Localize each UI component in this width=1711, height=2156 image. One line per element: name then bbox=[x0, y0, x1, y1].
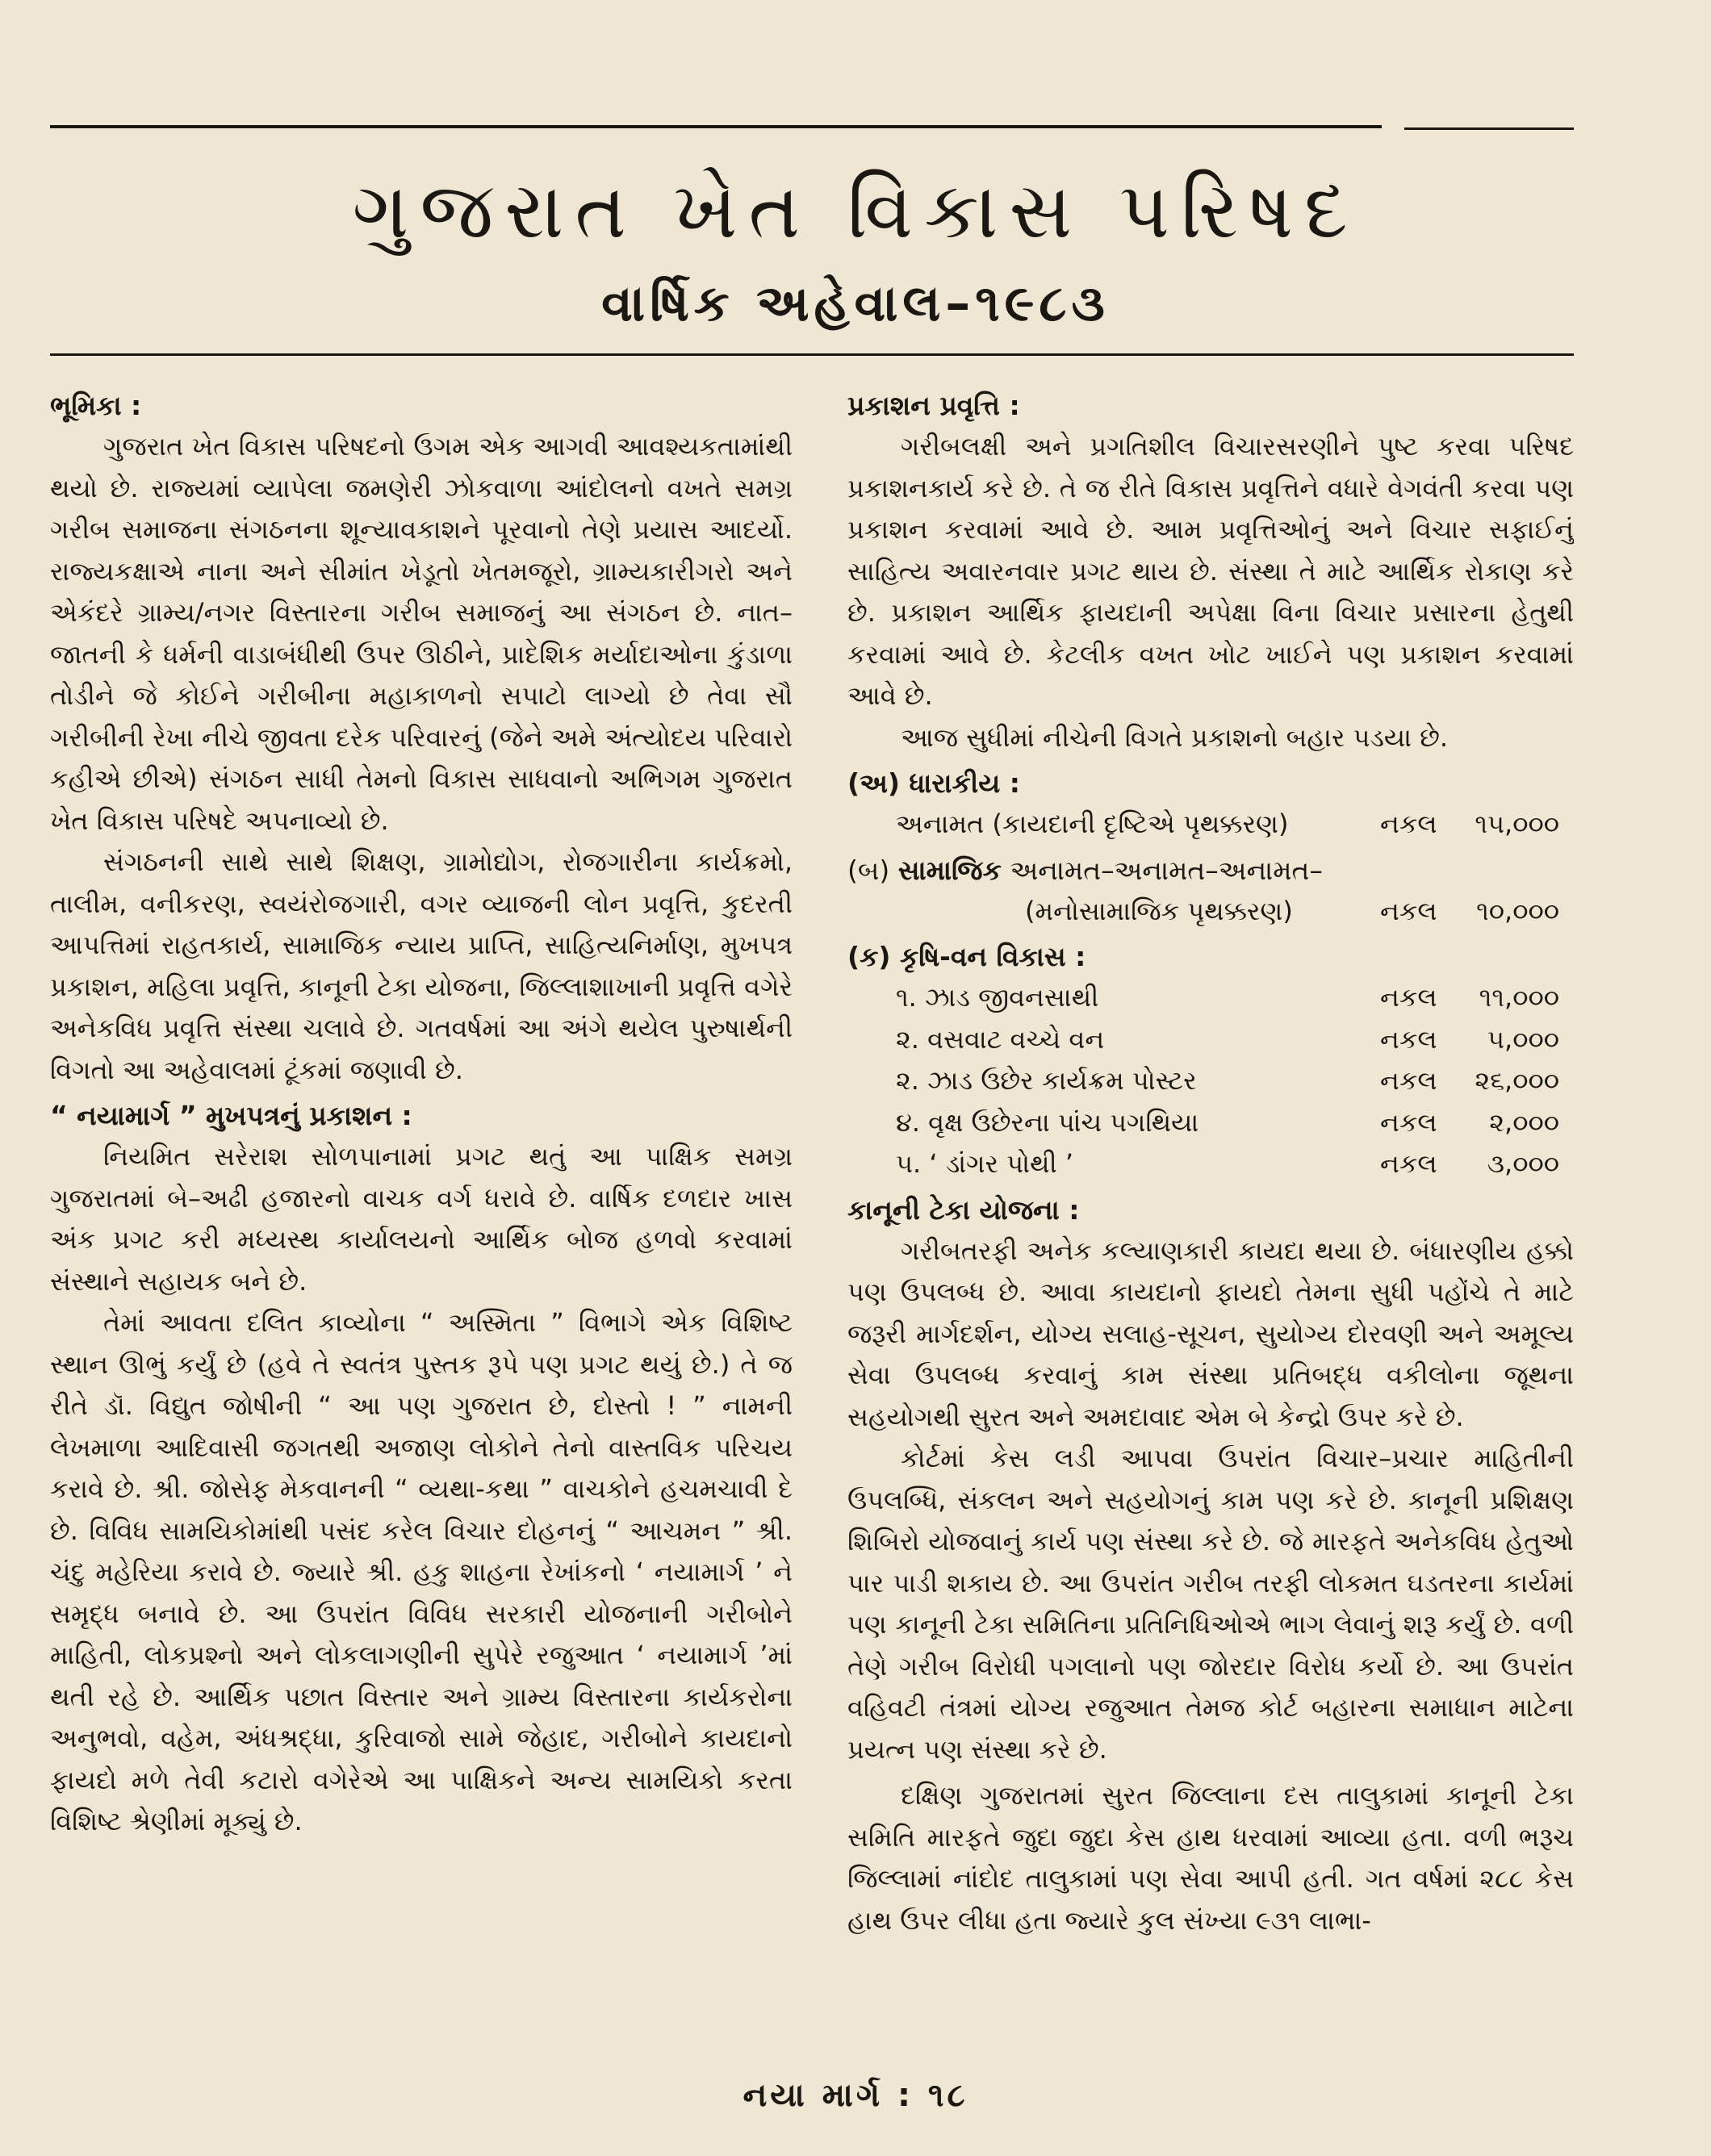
legal-paragraph: કોર્ટમાં કેસ લડી આપવા ઉપરાંત વિચાર–પ્રચાર માહિતીની ઉપલબ્ધિ, સંકલન અને સહયોગનું કામ પણ કરે છે. કાનૂની પ્રશિક્ષણ શિબિરો યોજવાનું કાર્ય પણ સંસ્થા કરે છે. જે મારફતે અનેકવિધ હેતુઓ પાર પાડી શકાય છે. આ ઉપરાંત ગરીબ તરફી લોકમત ઘડતરના કાર્યમાં પણ કાનૂની ટેકા સમિતિના પ્રતિનિધિઓએ ભાગ લેવાનું શરૂ કર્યું છે. વળી તેણે ગરીબ વિરોધી પગલાનો પણ જોરદાર વિરોધ કર્યો છે. આ ઉપરાંત વહિવટી તંત્રમાં યોગ્ય રજુઆત તેમજ કોર્ટ બહારના સમાધાન માટેના પ્રયત્ન પણ સંસ્થા કરે છે. bbox=[847, 1443, 1574, 1765]
left-column bbox=[50, 386, 793, 1843]
item-count-label: નકલ bbox=[1380, 808, 1437, 839]
item-label: ૧. ઝાડ જીવનસાથી bbox=[896, 982, 1099, 1013]
item-quantity: ૫,૦૦૦ bbox=[1487, 1023, 1559, 1055]
right-column bbox=[847, 386, 1574, 1941]
intro-paragraph: ગુજરાત ખેત વિકાસ પરિષદનો ઉગમ એક આગવી આવશ્યકતામાંથી થયો છે. રાજ્યમાં વ્યાપેલા જમણેરી ઝોકવાળા આંદોલનો વખતે સમગ્ર ગરીબ સમાજના સંગઠનના શૂન્યાવકાશને પૂરવાનો તેણે પ્રયાસ આદર્યો. રાજ્યકક્ષાએ નાના અને સીમાંત ખેડૂતો ખેતમજૂરો, ગ્રામ્યકારીગરો અને એકંદરે ગ્રામ્ય/નગર વિસ્તારના ગરીબ સમાજનું આ સંગઠન છે. નાત–જાતની કે ધર્મની વાડાબંધીથી ઉપર ઊઠીને, પ્રાદેશિક મર્યાદાઓના કુંડાળા તોડીને જે કોઈને ગરીબીના મહાકાળનો સપાટો લાગ્યો છે તેવા સૌ ગરીબીની રેખા નીચે જીવતા દરેક પરિવારનું (જેને અમે અંત્યોદય પરિવારો કહીએ છીએ) સંગઠન સાધી તેમનો વિકાસ સાધવાનો અભિગમ ગુજરાત ખેત વિકાસ પરિષદે અપનાવ્યો છે. bbox=[50, 431, 793, 836]
intro-paragraph: સંગઠનની સાથે સાથે શિક્ષણ, ગ્રામોદ્યોગ, રોજગારીના કાર્યક્રમો, તાલીમ, વનીકરણ, સ્વયંરોજગારી, વગર વ્યાજની લોન પ્રવૃત્તિ, કુદરતી આપત્તિમાં રાહતકાર્ય, સામાજિક ન્યાય પ્રાપ્તિ, સાહિત્યનિર્માણ, મુખપત્ર પ્રકાશન, મહિલા પ્રવૃત્તિ, કાનૂની ટેકા યોજના, જિલ્લાશાખાની પ્રવૃત્તિ વગેરે અનેકવિધ પ્રવૃત્તિ સંસ્થા ચલાવે છે. ગતવર્ષમાં આ અંગે થયેલ પુરુષાર્થની વિગતો આ અહેવાલમાં ટૂંકમાં જણાવી છે. bbox=[50, 846, 793, 1085]
item-label: ૫. ‘ ડાંગર પોથી ’ bbox=[896, 1148, 1074, 1179]
item-quantity: ૧૧,૦૦૦ bbox=[1479, 982, 1559, 1013]
item-quantity: ૨,૦૦૦ bbox=[1489, 1106, 1559, 1138]
item-label: ૪. વૃક્ષ ઉછેરના પાંચ પગથિયા bbox=[896, 1106, 1199, 1138]
publication-paragraph: ગરીબલક્ષી અને પ્રગતિશીલ વિચારસરણીને પુષ્ટ કરવા પરિષદ પ્રકાશનકાર્ય કરે છે. તે જ રીતે વિકાસ પ્રવૃત્તિને વધારે વેગવંતી કરવા પણ પ્રકાશન કરવામાં આવે છે. આમ પ્રવૃત્તિઓનું અને વિચાર સફાઈનું સાહિત્ય અવારનવાર પ્રગટ થાય છે. સંસ્થા તે માટે આર્થિક રોકાણ કરે છે. પ્રકાશન આર્થિક ફાયદાની અપેક્ષા વિના વિચાર પ્રસારના હેતુથી કરવામાં આવે છે. કેટલીક વખત ખોટ ખાઈને પણ પ્રકાશન કરવામાં આવે છે. bbox=[847, 431, 1574, 711]
page-title: ગુજરાત ખેત વિકાસ પરિષદ bbox=[352, 165, 1359, 256]
section-b-rest: અનામત–અનામત–અનામત– bbox=[1010, 854, 1323, 886]
section-b-heading bbox=[847, 850, 1574, 891]
section-c-heading: (ક) કૃષિ-વન વિકાસ : bbox=[847, 941, 1086, 972]
legal-paragraph: ગરીબતરફી અનેક કલ્યાણકારી કાયદા થયા છે. બંધારણીય હક્કો પણ ઉપલબ્ધ છે. આવા કાયદાનો ફાયદો તેમના સુધી પહોંચે તે માટે જરૂરી માર્ગદર્શન, યોગ્ય સલાહ-સૂચન, સુયોગ્ય દોરવણી અને અમૂલ્ય સેવા ઉપલબ્ધ કરવાનું કામ સંસ્થા પ્રતિબદ્ધ વકીલોના જૂથના સહયોગથી સુરત અને અમદાવાદ એમ બે કેન્દ્રો ઉપર કરે છે. bbox=[847, 1235, 1574, 1432]
top-rule-right bbox=[1404, 127, 1574, 130]
item-count-label: નકલ bbox=[1380, 895, 1437, 926]
list-item bbox=[847, 1102, 1574, 1144]
list-item bbox=[847, 1143, 1574, 1185]
list-item bbox=[847, 1060, 1574, 1102]
header-divider bbox=[50, 353, 1574, 356]
item-quantity: ૩,૦૦૦ bbox=[1487, 1148, 1559, 1179]
nayamarg-paragraph: તેમાં આવતા દલિત કાવ્યોના “ અસ્મિતા ” વિભાગે એક વિશિષ્ટ સ્થાન ઊભું કર્યું છે (હવે તે સ્વતંત્ર પુસ્તક રૂપે પણ પ્રગટ થયું છે.) તે જ રીતે ડૉ. વિદ્યુત જોષીની “ આ પણ ગુજરાત છે, દોસ્તો ! ” નામની લેખમાળા આદિવાસી જગતથી અજાણ લોકોને તેનો વાસ્તવિક પરિચય કરાવે છે. શ્રી. જોસેફ મેકવાનની “ વ્યથા-કથા ” વાચકોને હચમચાવી દે છે. વિવિધ સામયિકોમાંથી પસંદ કરેલ વિચાર દોહનનું “ આચમન ” શ્રી. ચંદુ મહેરિયા કરાવે છે. જ્યારે શ્રી. હકુ શાહના રેખાંકનો ‘ નયામાર્ગ ’ ને સમૃદ્ધ બનાવે છે. આ ઉપરાંત વિવિધ સરકારી યોજનાની ગરીબોને માહિતી, લોકપ્રશ્નો અને લોકલાગણીની સુપેરે રજુઆત ‘ નયામાર્ગ ’માં થતી રહે છે. આર્થિક પછાત વિસ્તાર અને ગ્રામ્ય વિસ્તારના કાર્યકરોના અનુભવો, વહેમ, અંધશ્રદ્ધા, કુરિવાજો સામે જેહાદ, ગરીબોને કાયદાનો ફાયદો મળે તેવી કટારો વગેરેએ આ પાક્ષિકને અન્ય સામયિકો કરતા વિશિષ્ટ શ્રેણીમાં મૂક્યું છે. bbox=[50, 1307, 793, 1836]
item-count-label: નકલ bbox=[1380, 1065, 1437, 1096]
item-label: (મનોસામાજિક પૃથક્કરણ) bbox=[1025, 895, 1293, 926]
publication-heading: પ્રકાશન પ્રવૃત્તિ : bbox=[847, 390, 1020, 421]
nayamarg-paragraph: નિયમિત સરેરાશ સોળપાનામાં પ્રગટ થતું આ પાક્ષિક સમગ્ર ગુજરાતમાં બે–અઢી હજારનો વાચક વર્ગ ધરાવે છે. વાર્ષિક દળદાર ખાસ અંક પ્રગટ કરી મધ્યસ્થ કાર્યાલયનો આર્થિક બોજ હળવો કરવામાં સંસ્થાને સહાયક બને છે. bbox=[50, 1141, 793, 1297]
item-count-label: નકલ bbox=[1380, 1106, 1437, 1138]
section-b-bold: સામાજિક bbox=[897, 854, 1002, 886]
list-item bbox=[847, 977, 1574, 1019]
list-item bbox=[847, 891, 1574, 933]
list-item bbox=[847, 1019, 1574, 1061]
item-count-label: નકલ bbox=[1380, 982, 1437, 1013]
item-label: ૨. ઝાડ ઉછેર કાર્યક્રમ પોસ્ટર bbox=[896, 1065, 1197, 1096]
section-b-prefix: (બ) bbox=[847, 854, 890, 886]
item-count-label: નકલ bbox=[1380, 1023, 1437, 1055]
legal-heading: કાનૂની ટેકા યોજના : bbox=[847, 1193, 1080, 1226]
publication-paragraph: આજ સુધીમાં નીચેની વિગતે પ્રકાશનો બહાર પડયા છે. bbox=[901, 721, 1449, 753]
legal-paragraph: દક્ષિણ ગુજરાતમાં સુરત જિલ્લાના દસ તાલુકામાં કાનૂની ટેકા સમિતિ મારફતે જુદા જુદા કેસ હાથ ધરવામાં આવ્યા હતા. વળી ભરૂચ જિલ્લામાં નાંદોદ તાલુકામાં પણ સેવા આપી હતી. ગત વર્ષમાં ૨૮૮ કેસ હાથ ઉપર લીધા હતા જ્યારે કુલ સંખ્યા ૯૩૧ લાભા- bbox=[847, 1780, 1574, 1936]
intro-heading: ભૂમિકા : bbox=[50, 390, 142, 421]
list-item bbox=[847, 804, 1574, 846]
top-rule bbox=[50, 125, 1382, 128]
page-subtitle: વાર્ષિક અહેવાલ–૧૯૮૩ bbox=[601, 274, 1110, 332]
item-label: અનામત (કાયદાની દૃષ્ટિએ પૃથક્કરણ) bbox=[896, 808, 1289, 839]
section-a-heading: (અ) ધારાકીય : bbox=[847, 767, 1020, 799]
item-quantity: ૨૬,૦૦૦ bbox=[1475, 1065, 1559, 1096]
item-quantity: ૧૫,૦૦૦ bbox=[1475, 808, 1559, 839]
page-footer: નયા માર્ગ : ૧૮ bbox=[743, 2077, 968, 2114]
nayamarg-heading: “ નયામાર્ગ ” મુખપત્રનું પ્રકાશન : bbox=[50, 1100, 412, 1131]
item-count-label: નકલ bbox=[1380, 1148, 1437, 1179]
item-label: ૨. વસવાટ વચ્ચે વન bbox=[896, 1023, 1105, 1055]
item-quantity: ૧૦,૦૦૦ bbox=[1476, 895, 1559, 926]
